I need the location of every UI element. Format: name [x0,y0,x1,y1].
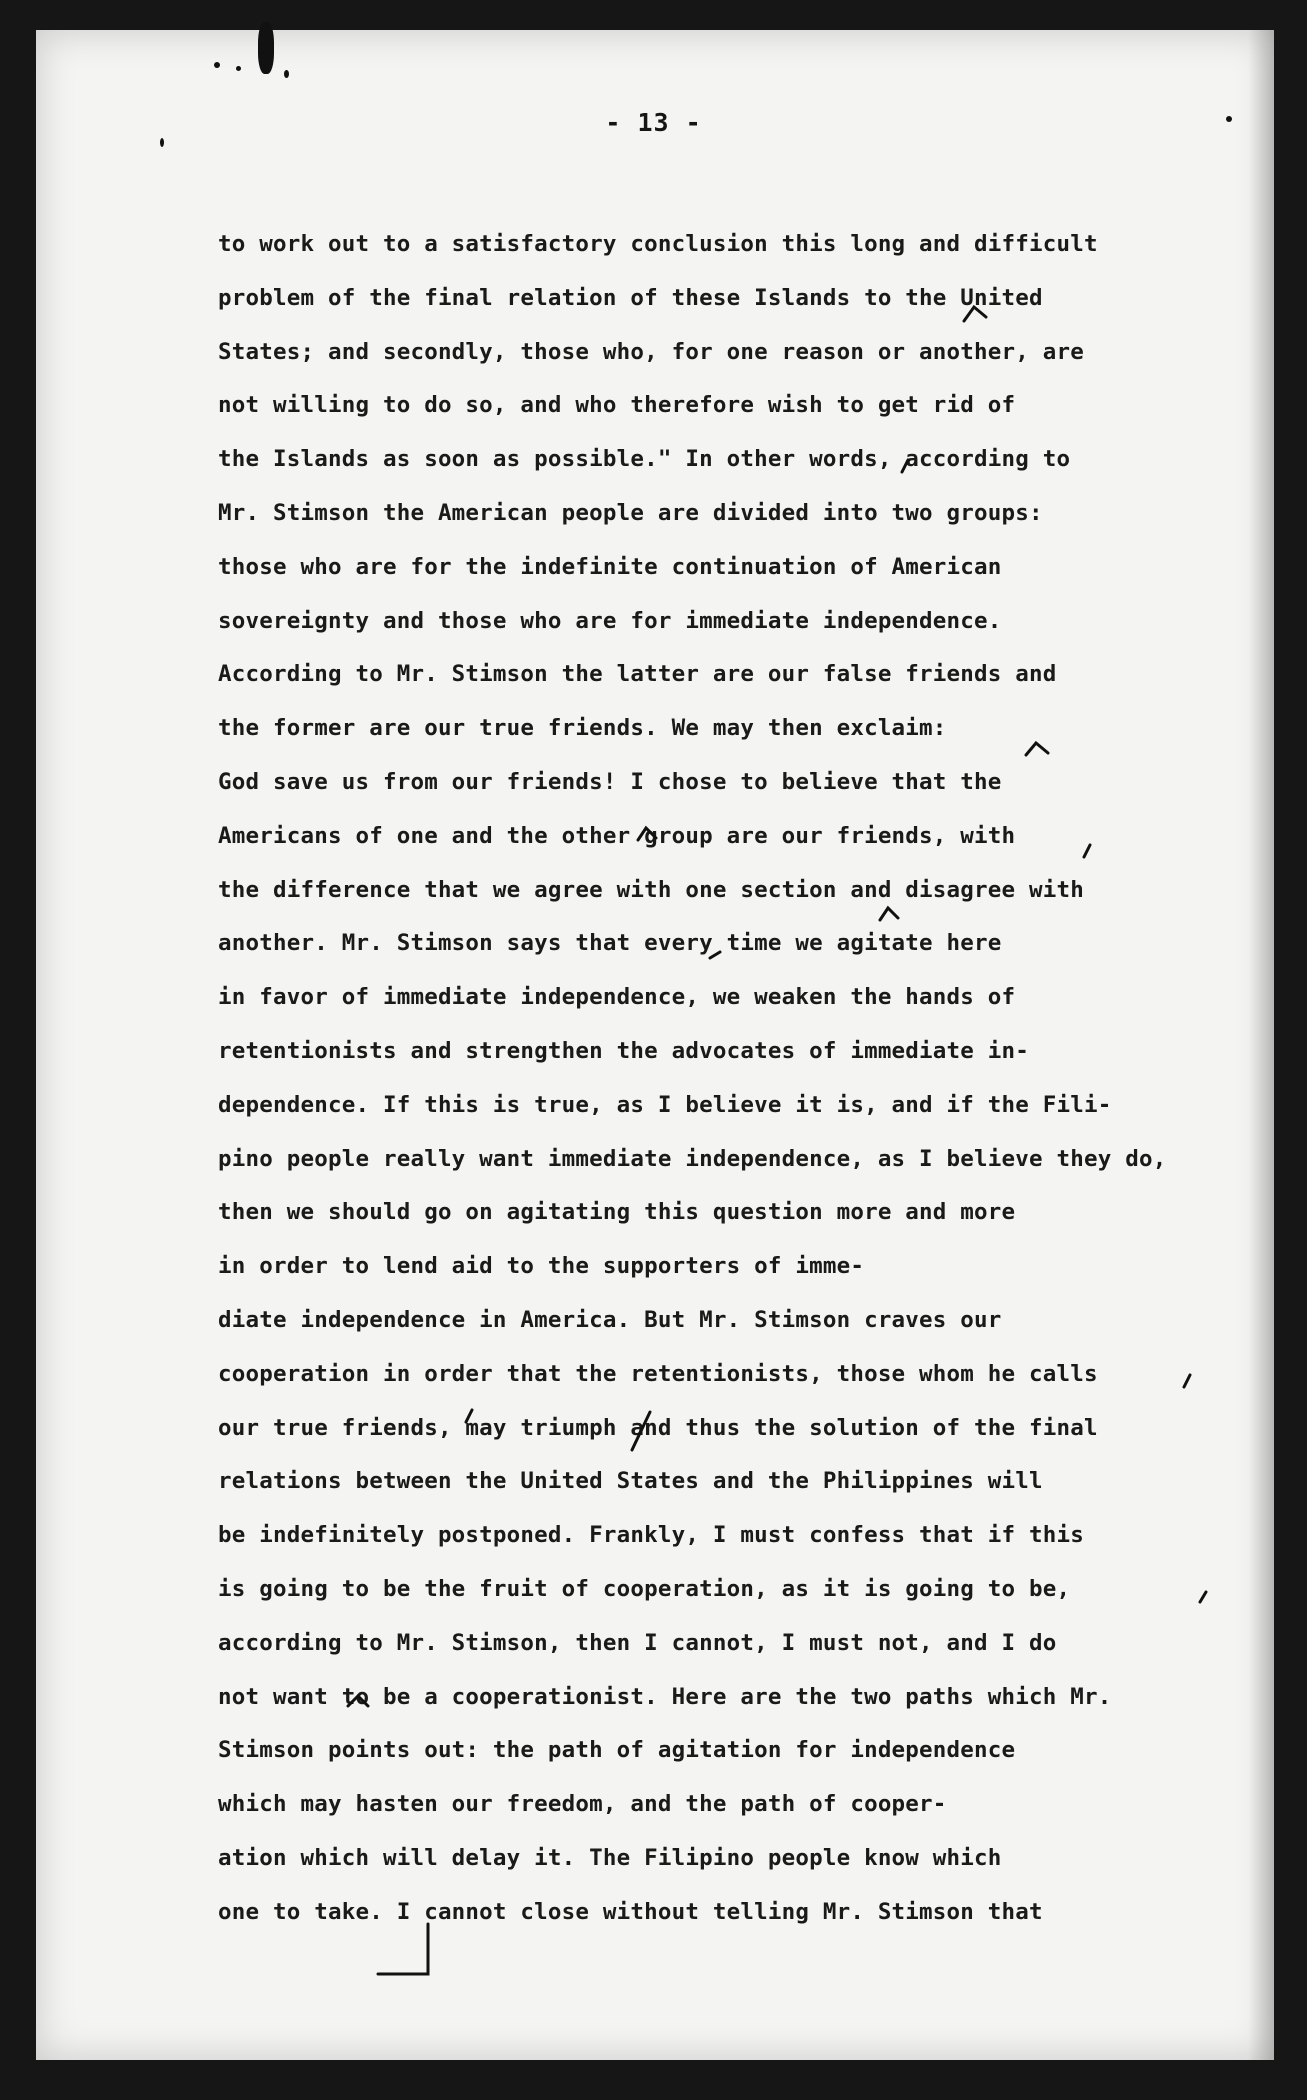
text-line: retentionists and strengthen the advocates of immediate in- [218,1037,1030,1064]
text-line: dependence. If this is true, as I believe it is, and if the Fili- [218,1091,1112,1118]
ink-speck [160,138,164,147]
ink-speck [258,22,274,74]
text-line: to work out to a satisfactory conclusion this long and difficult [218,231,1098,257]
text-line: According to Mr. Stimson the latter are our false friends and [218,661,1057,688]
text-line: diate independence in America. But Mr. Stimson craves our [218,1306,1002,1333]
text-line: God save us from our friends! I chose to believe that the [218,768,1002,795]
text-line: according to Mr. Stimson, then I cannot, I must not, and I do [218,1629,1057,1656]
text-line: not want to be a cooperationist. Here are the two paths which Mr. [218,1683,1112,1710]
text-line: the former are our true friends. We may then exclaim: [218,715,947,742]
text-line: which may hasten our freedom, and the path of cooper- [218,1791,947,1818]
ink-speck [284,70,289,78]
text-line: cooperation in order that the retentionists, those whom he calls [218,1360,1098,1387]
text-line: our true friends, may triumph and thus the solution of the final [218,1414,1098,1441]
page-edge-shadow [1248,30,1274,2060]
text-line: Stimson points out: the path of agitation for independence [218,1737,1016,1764]
text-line: then we should go on agitating this question more and more [218,1199,1016,1226]
text-line: be indefinitely postponed. Frankly, I must confess that if this [218,1522,1085,1549]
text-line: ation which will delay it. The Filipino people know which [218,1844,1002,1871]
text-line: Mr. Stimson the American people are divided into two groups: [218,499,1043,526]
text-line: in favor of immediate independence, we weaken the hands of [218,984,1016,1011]
text-line: relations between the United States and the Philippines will [218,1468,1043,1495]
text-line: pino people really want immediate independence, as I believe they do, [218,1145,1167,1172]
ink-speck [214,62,220,68]
text-line: is going to be the fruit of cooperation, as it is going to be, [218,1575,1071,1602]
text-line: States; and secondly, those who, for one reason or another, are [218,338,1085,365]
body-text [218,218,1218,1940]
text-line: one to take. I cannot close without telling Mr. Stimson that [218,1898,1043,1925]
text-line: Americans of one and the other group are our friends, with [218,822,1016,849]
text-line: the difference that we agree with one section and disagree with [218,876,1085,903]
text-line: those who are for the indefinite continuation of American [218,553,1002,580]
text-line: sovereignty and those who are for immediate independence. [218,607,1002,634]
text-line: problem of the final relation of these Islands to the United [218,284,1043,311]
ink-speck [236,66,241,71]
text-line: the Islands as soon as possible." In other words, according to [218,446,1071,473]
text-line: in order to lend aid to the supporters of imme- [218,1253,865,1280]
page-number: - 13 - [605,108,702,137]
text-line: another. Mr. Stimson says that every time we agitate here [218,930,1002,957]
text-line: not willing to do so, and who therefore wish to get rid of [218,392,1016,419]
